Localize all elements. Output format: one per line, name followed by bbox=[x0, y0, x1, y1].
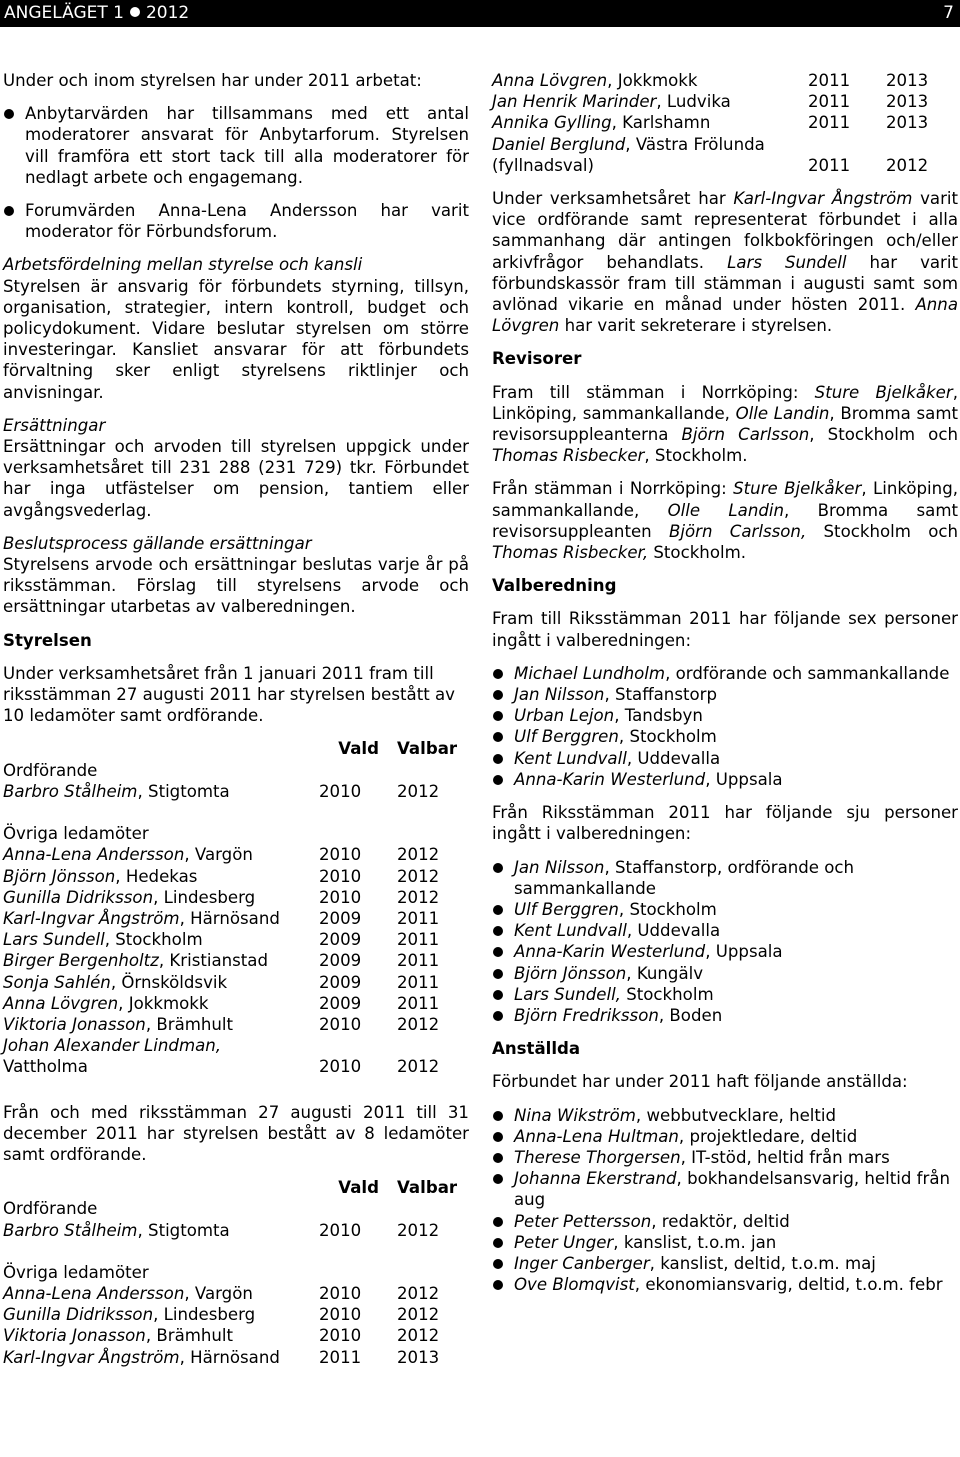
person-role: , redaktör, deltid bbox=[651, 1211, 790, 1231]
list-item bbox=[492, 684, 958, 705]
person-name: Björn Fredriksson bbox=[514, 1005, 659, 1025]
valbar-year: 2011 bbox=[397, 930, 440, 950]
table-row bbox=[3, 781, 469, 802]
heading-beslutsprocess: Beslutsprocess gällande ersättningar bbox=[3, 533, 312, 553]
valberedning-list-2 bbox=[492, 857, 958, 1027]
valbar-year: 2012 bbox=[397, 1326, 440, 1346]
intro-text: Under och inom styrelsen har under 2011 arbetat: bbox=[3, 71, 422, 90]
person-place: , Västra Frölunda bbox=[625, 134, 765, 154]
person-role: , Tandsbyn bbox=[614, 706, 703, 726]
table-row bbox=[3, 1056, 469, 1077]
valberedning-list-1 bbox=[492, 663, 958, 790]
person-name: Anna Lövgren bbox=[492, 295, 958, 336]
ovriga-label: Övriga ledamöter bbox=[3, 1262, 149, 1282]
text-run: Från stämman i Norrköping: bbox=[492, 479, 734, 499]
list-item bbox=[492, 1147, 958, 1168]
person-place: , Jokkmokk bbox=[118, 993, 209, 1013]
valbar-year: 2012 bbox=[397, 1014, 440, 1034]
person-name: Daniel Berglund bbox=[492, 134, 626, 154]
paragraph-roles bbox=[492, 188, 958, 336]
person-name: Ulf Berggren bbox=[514, 727, 619, 747]
list-item bbox=[492, 1005, 958, 1026]
valbar-year: 2013 bbox=[886, 71, 929, 90]
table-row bbox=[3, 1347, 469, 1368]
person-role: , IT-stöd, heltid från mars bbox=[680, 1147, 890, 1167]
person-place: , Stigtomta bbox=[137, 781, 230, 801]
person-role: , Uddevalla bbox=[626, 748, 721, 768]
person-name: Anna Lövgren bbox=[3, 993, 119, 1013]
person-name: Urban Lejon bbox=[514, 706, 615, 726]
header-section: ANGELÄGET 1 bbox=[4, 3, 124, 23]
person-name: Karl-Ingvar Ångström bbox=[3, 908, 180, 928]
vald-year: 2010 bbox=[319, 1326, 362, 1346]
person-name: Thomas Risbecker, bbox=[492, 543, 649, 563]
person-name: Lars Sundell bbox=[3, 930, 105, 950]
vald-year: 2009 bbox=[319, 993, 362, 1013]
person-name: Barbro Stålheim bbox=[3, 1220, 138, 1240]
list-item bbox=[492, 899, 958, 920]
vald-year: 2010 bbox=[319, 1283, 362, 1303]
paragraph-styrelsen: Under verksamhetsåret från 1 januari 2011 fram till riksstämman 27 augusti 2011 har styrelsen bestått av 10 ledamöter samt ordförande. bbox=[3, 663, 455, 726]
table-row bbox=[3, 1014, 469, 1035]
vald-year: 2010 bbox=[319, 1220, 362, 1240]
list-item bbox=[492, 1126, 958, 1147]
list-item bbox=[492, 1232, 958, 1253]
person-name: Karl-Ingvar Ångström bbox=[733, 189, 913, 209]
vald-year: 2009 bbox=[319, 908, 362, 928]
table-row bbox=[492, 70, 958, 91]
paragraph-revisorer-1 bbox=[492, 382, 958, 467]
list-item bbox=[492, 769, 958, 790]
left-column bbox=[3, 70, 469, 1368]
table-header bbox=[3, 1177, 469, 1198]
table-row bbox=[3, 823, 469, 844]
person-name: Viktoria Jonasson bbox=[3, 1014, 146, 1034]
list-item bbox=[492, 748, 958, 769]
table-row bbox=[3, 1283, 469, 1304]
table-row bbox=[3, 887, 469, 908]
ordforande-label: Ordförande bbox=[3, 1199, 98, 1219]
table-row bbox=[3, 972, 469, 993]
paragraph-arbetsfordelning: Styrelsen är ansvarig för förbundets styrning, tillsyn, organisation, strategier, intern kontroll, budget och policydokument. Vidare beslutar styrelsen om större investeringar. Kansliet ansvarar för att förbundets förvaltning sker enligt styrelsens riktlinjer och anvisningar. bbox=[3, 276, 469, 402]
person-name: Olle Landin bbox=[667, 500, 785, 520]
person-name: Michael Lundholm bbox=[514, 663, 666, 683]
valbar-year: 2012 bbox=[397, 1283, 440, 1303]
person-name: Therese Thorgersen bbox=[514, 1147, 681, 1167]
person-name: Anna-Karin Westerlund bbox=[514, 769, 706, 789]
col-vald: Vald bbox=[338, 739, 379, 759]
board-table-2 bbox=[3, 1177, 469, 1368]
person-place: , Örnsköldsvik bbox=[110, 972, 228, 992]
person-name: Sonja Sahlén bbox=[3, 972, 111, 992]
text-run: , Stockholm. bbox=[644, 446, 748, 466]
person-name: Annika Gylling bbox=[492, 113, 612, 133]
person-name: Anna-Lena Hultman bbox=[514, 1126, 679, 1146]
col-vald: Vald bbox=[338, 1178, 379, 1198]
person-place: , Stockholm bbox=[104, 930, 203, 950]
list-item bbox=[492, 920, 958, 941]
person-role: , webbutvecklare, heltid bbox=[635, 1105, 837, 1125]
list-item bbox=[492, 1274, 958, 1295]
paragraph-beslutsprocess: Styrelsens arvode och ersättningar beslutas varje år på riksstämman. Förslag till styrelsens arvode och ersättningar utarbetas av valberedningen. bbox=[3, 555, 469, 617]
valbar-year: 2012 bbox=[397, 1305, 440, 1325]
paragraph-ersattningar: Ersättningar och arvoden till styrelsen uppgick under verksamhetsåret till 231 288 (231 729) tkr. Förbundet har inga utfästelser om pension, tantiem eller avgångsvederlag. bbox=[3, 437, 469, 520]
person-name: Sture Bjelkåker bbox=[733, 479, 862, 499]
paragraph-revisorer-2 bbox=[492, 478, 958, 563]
table-row bbox=[492, 91, 958, 112]
person-place: , Härnösand bbox=[179, 1347, 280, 1367]
vald-year: 2011 bbox=[808, 113, 851, 133]
person-role: Stockholm bbox=[620, 984, 714, 1004]
table-row bbox=[3, 1220, 469, 1241]
person-role: , Stockholm bbox=[618, 727, 717, 747]
table-row bbox=[3, 1262, 469, 1283]
text-run: , Stockholm och bbox=[809, 425, 958, 445]
person-name: Karl-Ingvar Ångström bbox=[3, 1347, 180, 1367]
person-name: Kent Lundvall bbox=[514, 748, 627, 768]
person-name: Ove Blomqvist bbox=[514, 1275, 635, 1295]
heading-styrelsen: Styrelsen bbox=[3, 630, 92, 650]
person-name: Peter Unger bbox=[514, 1232, 614, 1252]
valbar-year: 2012 bbox=[886, 155, 929, 175]
valbar-year: 2011 bbox=[397, 993, 440, 1013]
person-name: Olle Landin bbox=[735, 403, 830, 423]
person-role: , Boden bbox=[658, 1005, 723, 1025]
vald-year: 2010 bbox=[319, 1305, 362, 1325]
person-place: , Kristianstad bbox=[158, 951, 268, 971]
table-row bbox=[3, 760, 469, 781]
vald-year: 2010 bbox=[319, 887, 362, 907]
person-place: Vattholma bbox=[3, 1057, 88, 1077]
valbar-year: 2013 bbox=[886, 92, 929, 112]
vald-year: 2011 bbox=[808, 92, 851, 112]
list-item bbox=[492, 1253, 958, 1274]
vald-year: 2010 bbox=[319, 1057, 362, 1077]
vald-year: 2011 bbox=[808, 155, 851, 175]
text-run: Under verksamhetsåret har bbox=[492, 189, 734, 209]
ovriga-label: Övriga ledamöter bbox=[3, 824, 149, 844]
vald-year: 2010 bbox=[319, 845, 362, 865]
person-name: Björn Jönsson bbox=[514, 963, 627, 983]
person-place: , Brämhult bbox=[145, 1326, 234, 1346]
person-name: Sture Bjelkåker bbox=[814, 382, 953, 402]
valbar-year: 2013 bbox=[886, 113, 929, 133]
table-row bbox=[3, 844, 469, 865]
valbar-year: 2012 bbox=[397, 866, 440, 886]
person-place: , Jokkmokk bbox=[607, 71, 698, 90]
person-name: Birger Bergenholtz bbox=[3, 951, 159, 971]
heading-arbetsfordelning: Arbetsfördelning mellan styrelse och kansli bbox=[3, 255, 363, 275]
person-place: , Hedekas bbox=[115, 866, 198, 886]
heading-ersattningar: Ersättningar bbox=[3, 415, 106, 435]
vald-year: 2011 bbox=[319, 1347, 362, 1367]
table-row bbox=[3, 1304, 469, 1325]
valbar-year: 2011 bbox=[397, 972, 440, 992]
table-row bbox=[492, 112, 958, 133]
person-name: Anna-Lena Andersson bbox=[3, 845, 185, 865]
person-name: Inger Canberger bbox=[514, 1253, 650, 1273]
person-place: , Stigtomta bbox=[137, 1220, 230, 1240]
person-name: Björn Carlsson bbox=[681, 425, 810, 445]
person-name: Lars Sundell bbox=[727, 252, 847, 272]
board-table-1 bbox=[3, 738, 469, 1077]
person-place: , Lindesberg bbox=[153, 1305, 256, 1325]
list-item bbox=[492, 941, 958, 962]
valbar-year: 2011 bbox=[397, 951, 440, 971]
ordforande-label: Ordförande bbox=[3, 760, 98, 780]
list-item: Anbytarvärden har tillsammans med ett antal moderatorer ansvarat för Anbytarforum. Styrelsen vill framföra ett stort tack till alla moderatorer för nedlagt arbete och engagemang. bbox=[3, 103, 469, 188]
paragraph-fran-och-med: Från och med riksstämman 27 augusti 2011 till 31 december 2011 har styrelsen bestått av 8 ledamöter samt ordförande. bbox=[3, 1102, 469, 1164]
table-row bbox=[3, 1325, 469, 1346]
person-name: Thomas Risbecker bbox=[492, 446, 645, 466]
bullet-dot-icon bbox=[130, 7, 140, 17]
list-item bbox=[492, 857, 958, 899]
col-valbar: Valbar bbox=[397, 1178, 458, 1198]
person-role: , Uddevalla bbox=[626, 921, 721, 941]
person-role: , Kungälv bbox=[626, 963, 704, 983]
valbar-year: 2012 bbox=[397, 1057, 440, 1077]
person-name: Jan Henrik Marinder bbox=[492, 92, 657, 112]
heading-revisorer: Revisorer bbox=[492, 349, 582, 369]
table-row bbox=[3, 866, 469, 887]
table-row bbox=[492, 134, 958, 155]
person-name: Anna-Karin Westerlund bbox=[514, 942, 706, 962]
person-role: , Uppsala bbox=[705, 769, 783, 789]
person-role: , ordförande och sammankallande bbox=[665, 663, 950, 683]
list-item bbox=[492, 1105, 958, 1126]
person-role: , Staffanstorp bbox=[604, 685, 717, 705]
person-role: , Staffanstorp, ordförande och sammankallande bbox=[514, 857, 855, 898]
person-place: , Brämhult bbox=[145, 1014, 234, 1034]
page-header bbox=[0, 0, 960, 27]
person-name: Barbro Stålheim bbox=[3, 781, 138, 801]
table-header bbox=[3, 738, 469, 759]
person-role: , Stockholm bbox=[618, 899, 717, 919]
page-number: 7 bbox=[943, 3, 954, 23]
table-row bbox=[492, 155, 958, 176]
text-run: , Linköping, sammankallande, bbox=[492, 382, 958, 423]
table-row bbox=[3, 908, 469, 929]
text-run: Fram till stämman i Norrköping: bbox=[492, 382, 815, 402]
valbar-year: 2011 bbox=[397, 908, 440, 928]
person-name: Johanna Ekerstrand bbox=[514, 1169, 677, 1189]
person-name: Kent Lundvall bbox=[514, 921, 627, 941]
text-run: har varit sekreterare i styrelsen. bbox=[559, 316, 833, 336]
person-name: Gunilla Didriksson bbox=[3, 1305, 154, 1325]
work-bullets bbox=[3, 103, 469, 242]
person-place: , Lindesberg bbox=[153, 887, 256, 907]
person-name: Nina Wikström bbox=[514, 1105, 636, 1125]
person-place: , Ludvika bbox=[656, 92, 731, 112]
person-role: , Uppsala bbox=[705, 942, 783, 962]
person-name: Ulf Berggren bbox=[514, 899, 619, 919]
header-year: 2012 bbox=[145, 3, 190, 23]
person-place: , Härnösand bbox=[179, 908, 280, 928]
list-item bbox=[492, 663, 958, 684]
right-column bbox=[492, 70, 958, 1295]
paragraph-valberedning-1: Fram till Riksstämman 2011 har följande sex personer ingått i valberedningen: bbox=[492, 609, 958, 650]
person-name: Björn Carlsson, bbox=[669, 521, 807, 541]
valbar-year: 2012 bbox=[397, 781, 440, 801]
person-role: , bokhandelsansvarig, heltid från aug bbox=[514, 1169, 951, 1210]
vald-year: 2009 bbox=[319, 930, 362, 950]
list-item bbox=[492, 726, 958, 747]
list-item bbox=[492, 984, 958, 1005]
person-role: , ekonomiansvarig, deltid, t.o.m. febr bbox=[634, 1275, 943, 1295]
text-run: Stockholm. bbox=[648, 543, 747, 563]
valbar-year: 2012 bbox=[397, 887, 440, 907]
table-row bbox=[3, 993, 469, 1014]
person-role: , kanslist, deltid, t.o.m. maj bbox=[649, 1253, 876, 1273]
valbar-year: 2012 bbox=[397, 1220, 440, 1240]
text-run: varit vice ordförande samt representerat förbundet i alla sammanhang där antingen folkbokföringen och/eller arkivfrågor behandlats. bbox=[492, 189, 959, 272]
person-name: Lars Sundell, bbox=[514, 984, 621, 1004]
text-run: , Linköping, sammankallande, bbox=[492, 479, 958, 520]
person-name: Björn Jönsson bbox=[3, 866, 116, 886]
person-name: Johan Alexander Lindman, bbox=[3, 1036, 222, 1056]
table-row bbox=[3, 950, 469, 971]
list-item: Forumvärden Anna-Lena Andersson har varit moderator för Förbundsforum. bbox=[3, 200, 469, 242]
table-row bbox=[3, 1035, 469, 1056]
vald-year: 2009 bbox=[319, 951, 362, 971]
person-role: , kanslist, t.o.m. jan bbox=[613, 1232, 777, 1252]
person-name: Viktoria Jonasson bbox=[3, 1326, 146, 1346]
text-run: , Bromma samt revisorsuppleanten bbox=[492, 500, 958, 541]
person-name: Peter Pettersson bbox=[514, 1211, 652, 1231]
person-note: (fyllnadsval) bbox=[492, 155, 595, 175]
person-place: , Vargön bbox=[184, 1283, 253, 1303]
vald-year: 2010 bbox=[319, 781, 362, 801]
text-run: Stockholm och bbox=[806, 521, 958, 541]
person-role: , projektledare, deltid bbox=[678, 1126, 858, 1146]
text-run: har varit förbundskassör fram till stämman i augusti samt som avlönad vikarie en månad under hösten 2011. bbox=[492, 252, 958, 315]
vald-year: 2009 bbox=[319, 972, 362, 992]
header-left bbox=[4, 0, 189, 27]
paragraph-valberedning-2: Från Riksstämman 2011 har följande sju personer ingått i valberedningen: bbox=[492, 803, 958, 844]
heading-valberedning: Valberedning bbox=[492, 576, 617, 596]
table-row bbox=[3, 929, 469, 950]
anstallda-list bbox=[492, 1105, 958, 1296]
person-name: Gunilla Didriksson bbox=[3, 887, 154, 907]
col-valbar: Valbar bbox=[397, 739, 458, 759]
paragraph-anstallda: Förbundet har under 2011 haft följande anställda: bbox=[492, 1072, 908, 1092]
person-place: , Karlshamn bbox=[611, 113, 711, 133]
person-name: Anna-Lena Andersson bbox=[3, 1283, 185, 1303]
person-name: Jan Nilsson bbox=[514, 685, 605, 705]
vald-year: 2010 bbox=[319, 866, 362, 886]
list-item bbox=[492, 705, 958, 726]
valbar-year: 2012 bbox=[397, 845, 440, 865]
list-item bbox=[492, 963, 958, 984]
valbar-year: 2013 bbox=[397, 1347, 440, 1367]
text-run: , Bromma samt revisorsuppleanterna bbox=[492, 403, 958, 445]
vald-year: 2010 bbox=[319, 1014, 362, 1034]
person-place: , Vargön bbox=[184, 845, 253, 865]
person-name: Anna Lövgren bbox=[492, 71, 608, 90]
person-name: Jan Nilsson bbox=[514, 857, 605, 877]
table-row bbox=[3, 1198, 469, 1219]
list-item bbox=[492, 1211, 958, 1232]
list-item bbox=[492, 1168, 958, 1210]
vald-year: 2011 bbox=[808, 71, 851, 90]
heading-anstallda: Anställda bbox=[492, 1039, 581, 1059]
